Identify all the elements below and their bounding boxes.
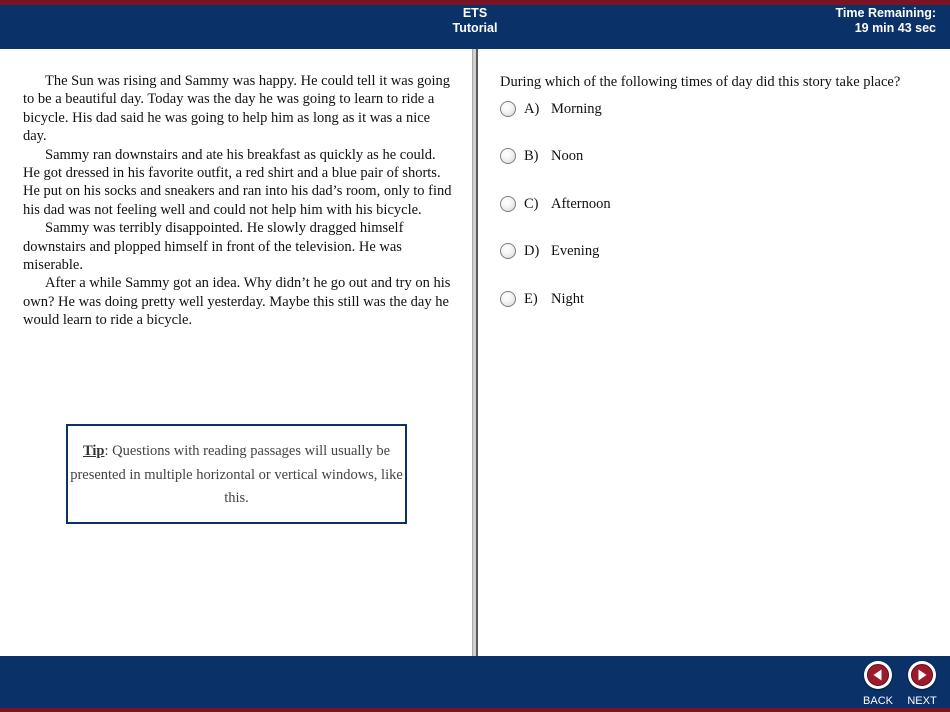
passage-paragraph: Sammy was terribly disappointed. He slowly dragged himself downstairs and plopped himself in front of the television. He was miserable. [23,220,404,274]
bottom-bar [0,656,950,712]
passage-paragraph: Sammy ran downstairs and ate his breakfast as quickly as he could. He got dressed in his favorite outfit, a red shirt and a blue pair of shorts. He put on his socks and sneakers and ran into his dad’s room, only to find his dad was not feeling well and could not help him with his bicycle. [23,146,452,218]
radio-button-icon[interactable] [500,243,516,259]
option-letter: A) [524,101,540,117]
radio-button-icon[interactable] [500,148,516,164]
next-label: NEXT [907,695,937,707]
option-text: Afternoon [551,196,611,212]
next-button[interactable] [904,660,940,708]
tip-box [66,424,407,524]
option-text: Evening [551,243,600,259]
timer-value: 19 min 43 sec [854,20,936,35]
tip-label: Tip [82,443,105,459]
top-bar [0,0,950,49]
app-title: ETS [462,6,488,20]
radio-button-icon[interactable] [500,101,516,117]
option-text: Morning [551,101,602,117]
passage-paragraph: The Sun was rising and Sammy was happy. He could tell it was going to be a beautiful day. Today was the day he was going to learn to ride a bicycle. His dad said he was going to help him as long as it was a nice day. [23,73,451,145]
option-text: Noon [551,148,584,164]
question-prompt: During which of the following times of day did this story take place? [500,74,901,90]
reading-passage [23,72,455,330]
tip-colon: : [104,443,109,459]
passage-paragraph: After a while Sammy got an idea. Why didn’t he go out and try on his own? He was doing pretty well yesterday. Maybe this still was the day he would learn to ride a bicycle. [23,275,451,329]
passage-pane[interactable] [0,49,472,656]
section-title: Tutorial [452,20,498,35]
timer-label: Time Remaining: [835,6,936,20]
option-letter: C) [524,196,539,212]
question-pane [478,49,950,656]
next-arrow-icon[interactable] [908,661,936,689]
back-arrow-icon[interactable] [864,661,892,689]
option-letter: D) [524,243,540,259]
back-button[interactable] [860,660,896,708]
option-letter: E) [524,291,538,307]
header-title-block [0,6,950,35]
radio-button-icon[interactable] [500,196,516,212]
back-label: BACK [863,695,893,707]
tip-text: Questions with reading passages will usually be presented in multiple horizontal or vertical windows, like this. [70,443,403,506]
time-remaining [836,6,936,35]
radio-button-icon[interactable] [500,291,516,307]
option-letter: B) [524,148,539,164]
option-text: Night [551,291,585,307]
